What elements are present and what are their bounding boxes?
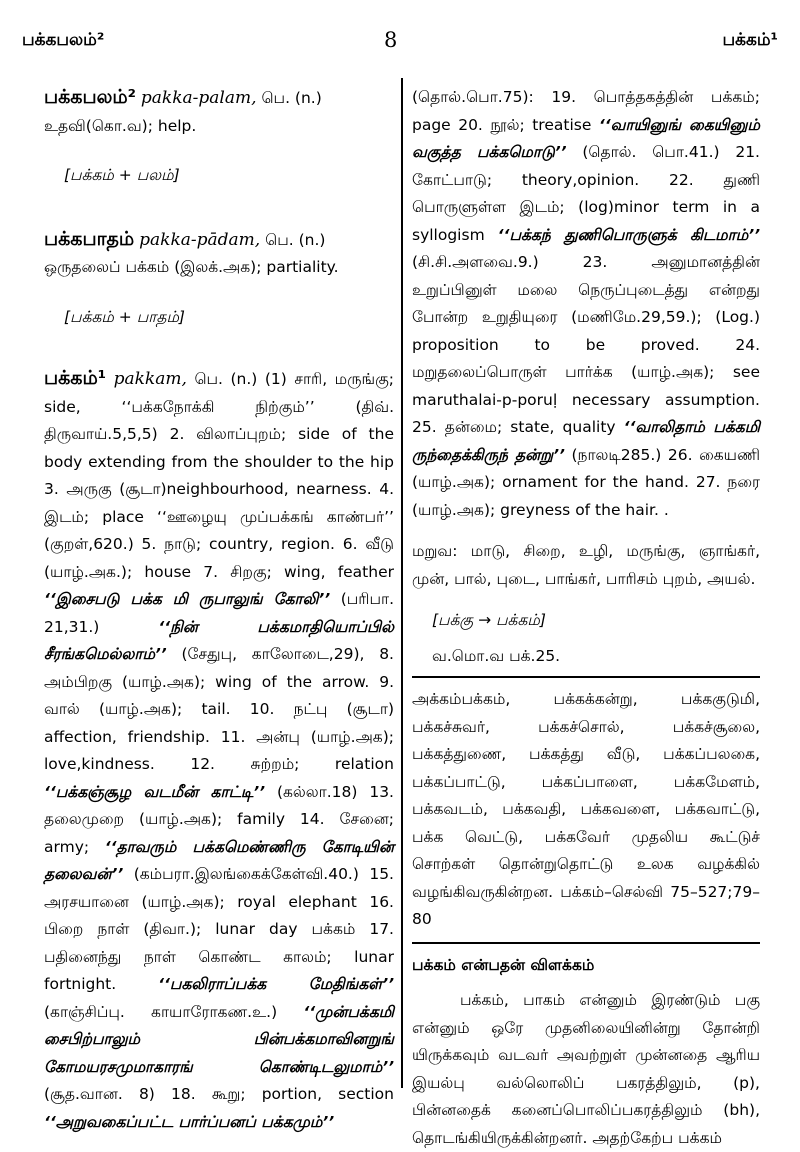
- headword: பக்கம்¹: [44, 367, 107, 389]
- entry-definition: உதவி(கொ.வ); help.: [44, 116, 197, 135]
- section-title: பக்கம் என்பதன் விளக்கம்: [412, 955, 595, 974]
- definition-text: (தொல். பொ.41.) 21. கோட்பாடு; theory,opinion. 22. துணி பொருளுள்ள இடம்; (log)minor term in a syllogism: [412, 143, 760, 244]
- definition-text: பெ. (n.) (1) சாரி, மருங்கு; side, ‘‘பக்கநோக்கி நிற்கும்’’ (திவ். திருவாய்.5,5,5) 2. விலாப்புறம்; side of the body extending from the shoulder to the hip 3. அருகு (சூடா)neighbourhood, nearness. 4. இடம்; place ‘‘ஊழையு முப்பக்கங் காண்பர்’’ (குறள்,620.) 5. நாடு; country, region. 6. வீடு (யாழ்.அக.); house 7. சிறகு; wing, feather: [44, 370, 394, 581]
- citation: ‘‘பக்கஞ்சூழ வடமீன் காட்டி’’: [44, 782, 266, 801]
- entry-pakkam: [44, 365, 394, 1136]
- variants: மறுவ: மாடு, சிறை, உழி, மருங்கு, ஞாங்கர், முன், பால், புடை, பாங்கர், பாரிசம் புறம், அயல்.: [412, 542, 760, 588]
- definition-text: (சேதுபு, காலோடை,29), 8. அம்பிறகு (யாழ்.அக); wing of the arrow. 9. வால் (யாழ்.அக); tail. 10. நட்பு (சூடா) affection, friendship. 11. அன்பு (யாழ்.அக); love,kindness. 12. சுற்றம்; relation: [44, 645, 394, 773]
- section-rule: [412, 676, 760, 678]
- compound-words: அக்கம்பக்கம், பக்கக்கன்று, பக்ககுடுமி, பக்கச்சுவர், பக்கச்சொல், பக்கச்சூலை, பக்கத்துணை, பக்கத்து வீடு, பக்கப்பலகை, பக்கப்பாட்டு, பக்கப்பாளை, பக்கமேளம், பக்கவடம், பக்கவதி, பக்கவளை, பக்கவாட்டு, பக்க வெட்டு, பக்கவேர் முதலிய கூட்டுச் சொற்கள் தொன்றுதொட்டு உலக வழக்கில் வழங்கிவருகின்றன. பக்கம்–செல்வி 75–527;79–80: [412, 690, 760, 928]
- entry-definition: ஒருதலைப் பக்கம் (இலக்.அக); partiality.: [44, 258, 339, 276]
- citation: ‘‘இசைபடு பக்க மி ருபாலுங் கோலி’’: [44, 590, 331, 608]
- citation: ‘‘அறுவகைப்பட்ட பார்ப்பனப் பக்கமும்’’: [44, 1112, 335, 1131]
- running-head-right: பக்கம்¹: [722, 30, 778, 50]
- transliteration: pakka-palam,: [140, 88, 257, 108]
- transliteration: pakka-pādam,: [139, 229, 261, 250]
- citation: ‘‘தாவரும் பக்கமெண்ணிரு கோடியின் தலைவன்’’: [44, 837, 394, 883]
- etymology: [பக்கம் + பலம்]: [64, 166, 180, 184]
- definition-text: (சி.சி.அளவை.9.) 23. அனுமானத்தின் உறுப்பினுள் மலை நெருப்புடைத்து என்றது போன்ற உறுதியுரை (மணிமே.29,59.); (Log.) proposition to be proved. 24. மறுதலைப்பொருள் பார்க்க (யாழ்.அக); see maruthalai-p-poruḷ necessary assumption. 25. தன்மை; state, quality: [412, 253, 760, 436]
- etymology: [பக்கு → பக்கம்]: [432, 611, 546, 629]
- trailing-dot: .: [663, 500, 669, 519]
- running-head-left: பக்கபலம்²: [22, 30, 105, 50]
- definition-text: (தொல்.பொ.75): 19. பொத்தகத்தின் பக்கம்; page 20. நூல்; treatise: [412, 88, 760, 134]
- entry-pakkam-continued: [412, 84, 760, 524]
- etymology: [பக்கம் + பாதம்]: [64, 307, 185, 326]
- definition-text: (சூத.வான. 8) 18. கூறு; portion, section: [44, 1085, 394, 1103]
- left-column: [44, 84, 394, 1136]
- citation: ‘‘வாயினுங் கையினும் வகுத்த பக்கமொடு’’: [412, 115, 760, 161]
- citation: ‘‘வாலிதாம் பக்கமி ருந்தைக்கிருந் தன்று’’: [412, 418, 760, 464]
- citation: ‘‘நின் பக்கமாதியொப்பில் சீரங்கமெல்லாம்’’: [44, 617, 394, 663]
- part-of-speech: பெ. (n.): [265, 230, 326, 249]
- section-rule: [412, 942, 760, 944]
- definition-text: (நாலடி285.) 26. கையணி (யாழ்.அக); ornament for the hand. 27. நரை (யாழ்.அக); greyness of the hair.: [412, 445, 760, 519]
- entry-pakkapaatham: [44, 226, 394, 255]
- entry-pakkapalam: [44, 84, 394, 113]
- definition-text: (கம்பரா.இலங்கைக்கேள்வி.40.) 15. அரசயானை (யாழ்.அக); royal elephant 16. பிறை நாள் (திவா.); lunar day பக்கம் 17. பதினைந்து நாள் கொண்ட காலம்; lunar fortnight.: [44, 865, 394, 993]
- right-column: [412, 84, 760, 1152]
- definition-text: (பரிபா. 21,31.): [44, 590, 394, 636]
- headword: பக்கபாதம்: [44, 227, 135, 250]
- column-divider: [401, 78, 403, 1088]
- part-of-speech: பெ. (n.): [261, 89, 322, 107]
- transliteration: pakkam,: [113, 369, 187, 389]
- citation: ‘‘முன்பக்கமி சைபிற்பாலும் பின்பக்கமாவினறுங் கோமயரசமுமாகாரங் கொண்டிடலுமாம்’’: [44, 1002, 394, 1076]
- page-number: 8: [384, 28, 398, 52]
- reference: வ.மொ.வ பக்.25.: [432, 646, 561, 665]
- explanation-text: பக்கம், பாகம் என்னும் இரண்டும் பகு என்னும் ஒரே முதனிலையினின்று தோன்றி யிருக்கவும் வடவர் அவற்றுள் முன்னதை ஆரிய இயல்பு வல்லொலிப் பகரத்திலும், (p), பின்னதைக் கனைப்பொலிப்பகரத்திலும் (bh), தொடங்கியிருக்கின்றனர். அதற்கேற்ப பக்கம்: [412, 991, 760, 1147]
- definition-text: (கல்லா.18) 13. தலைமுறை (யாழ்.அக); family 14. சேனை; army;: [44, 782, 394, 856]
- page-header: [0, 0, 800, 62]
- citation: ‘‘பக்கந் துணிபொருளுக் கிடமாம்’’: [497, 225, 760, 244]
- headword: பக்கபலம்²: [44, 86, 136, 108]
- citation: ‘‘பகலிராப்பக்க மேதிங்கள்’’: [158, 975, 394, 993]
- definition-text: (காஞ்சிப்பு. காயாரோகண.உ.): [44, 1002, 278, 1021]
